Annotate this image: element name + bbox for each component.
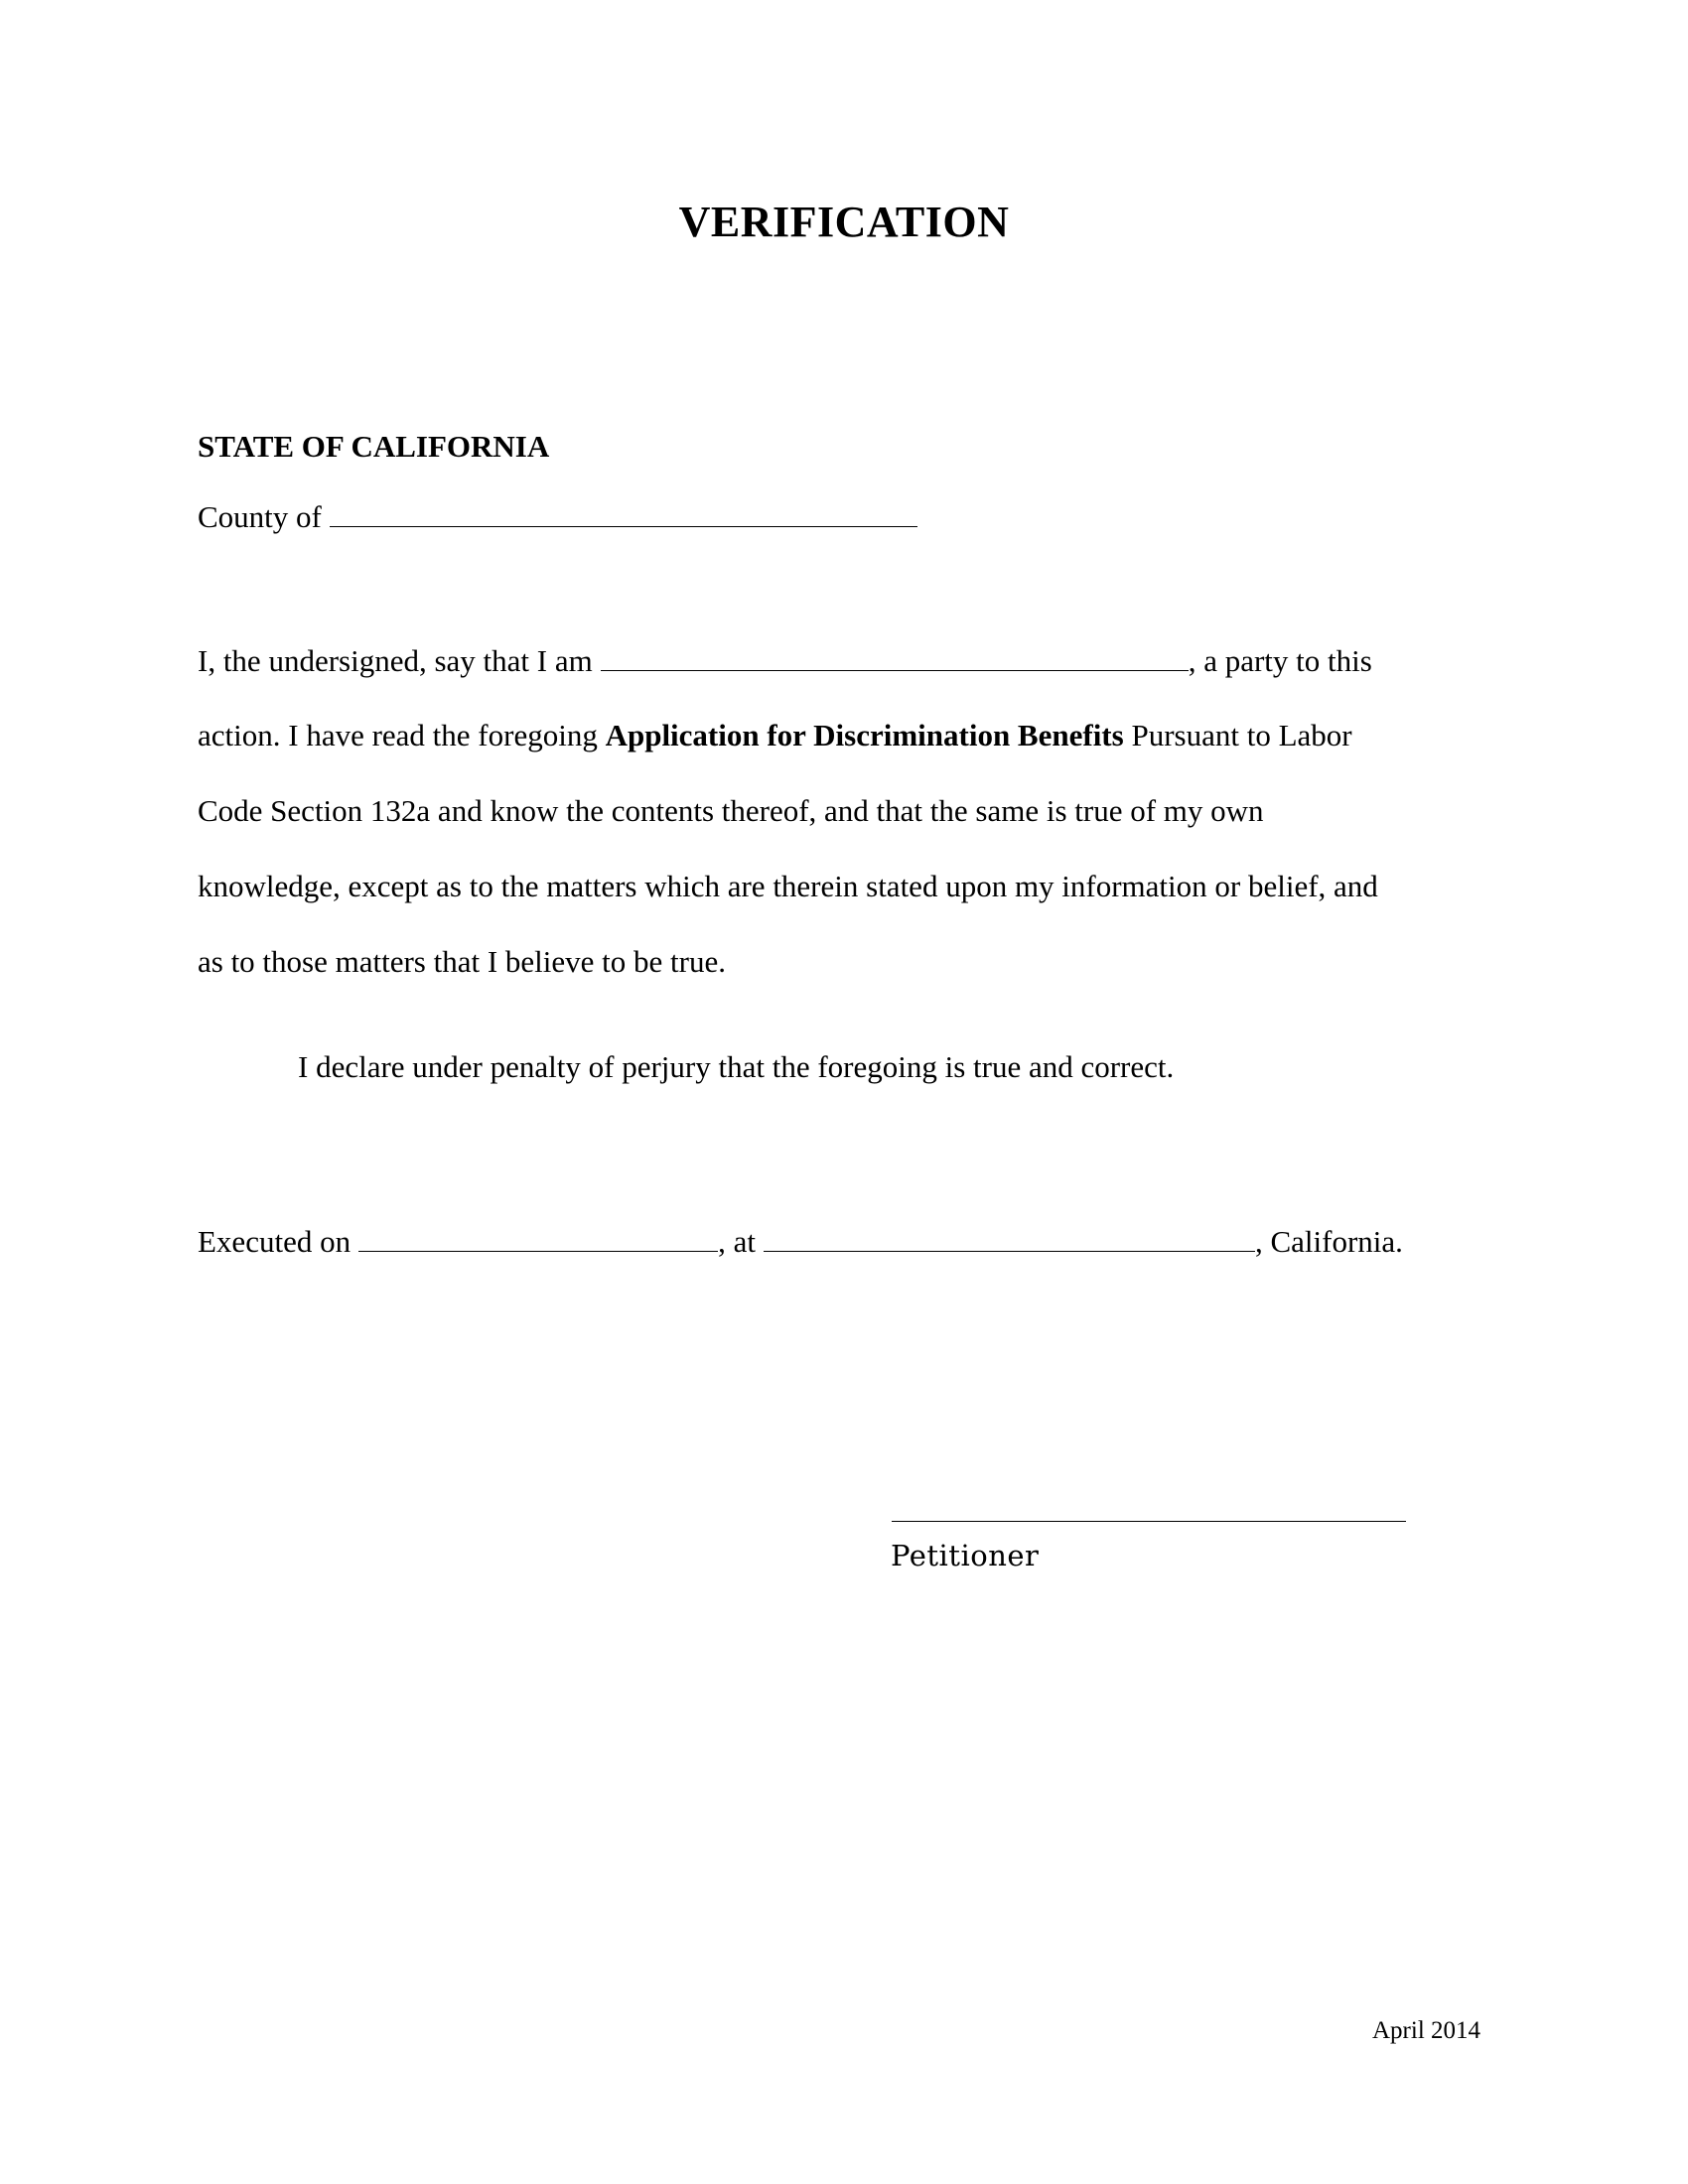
signature-label: Petitioner <box>891 1539 1040 1572</box>
document-title: VERIFICATION <box>678 198 1010 246</box>
paragraph-line-1 <box>198 640 1372 681</box>
application-title-text: Application for Discrimination Benefits <box>605 718 1124 752</box>
executed-suffix-text: , California. <box>1254 1224 1403 1259</box>
county-label: County of <box>198 499 322 534</box>
paragraph-line-5: as to those matters that I believe to be true. <box>198 944 726 979</box>
signature-line[interactable] <box>892 1521 1406 1522</box>
state-heading: STATE OF CALIFORNIA <box>198 429 550 464</box>
executed-prefix-text: Executed on <box>198 1224 352 1259</box>
executed-middle-text: , at <box>718 1224 756 1259</box>
perjury-declaration: I declare under penalty of perjury that the foregoing is true and correct. <box>298 1049 1175 1084</box>
line2-prefix-text: action. I have read the foregoing <box>198 718 598 752</box>
county-line <box>198 496 917 537</box>
paragraph-line-3: Code Section 132a and know the contents thereof, and that the same is true of my own <box>198 793 1264 828</box>
executed-line <box>198 1221 1403 1262</box>
party-prefix-text: I, the undersigned, say that I am <box>198 643 593 678</box>
paragraph-line-2 <box>198 716 1352 755</box>
party-suffix-text: , a party to this <box>1188 643 1372 678</box>
executed-date-blank-field[interactable] <box>358 1221 718 1252</box>
party-role-blank-field[interactable] <box>601 640 1189 671</box>
executed-place-blank-field[interactable] <box>764 1221 1255 1252</box>
county-blank-field[interactable] <box>330 496 917 527</box>
footer-date: April 2014 <box>1372 2017 1481 2044</box>
paragraph-line-4: knowledge, except as to the matters which are therein stated upon my information or belief, and <box>198 869 1378 903</box>
line2-suffix-text: Pursuant to Labor <box>1131 718 1352 752</box>
